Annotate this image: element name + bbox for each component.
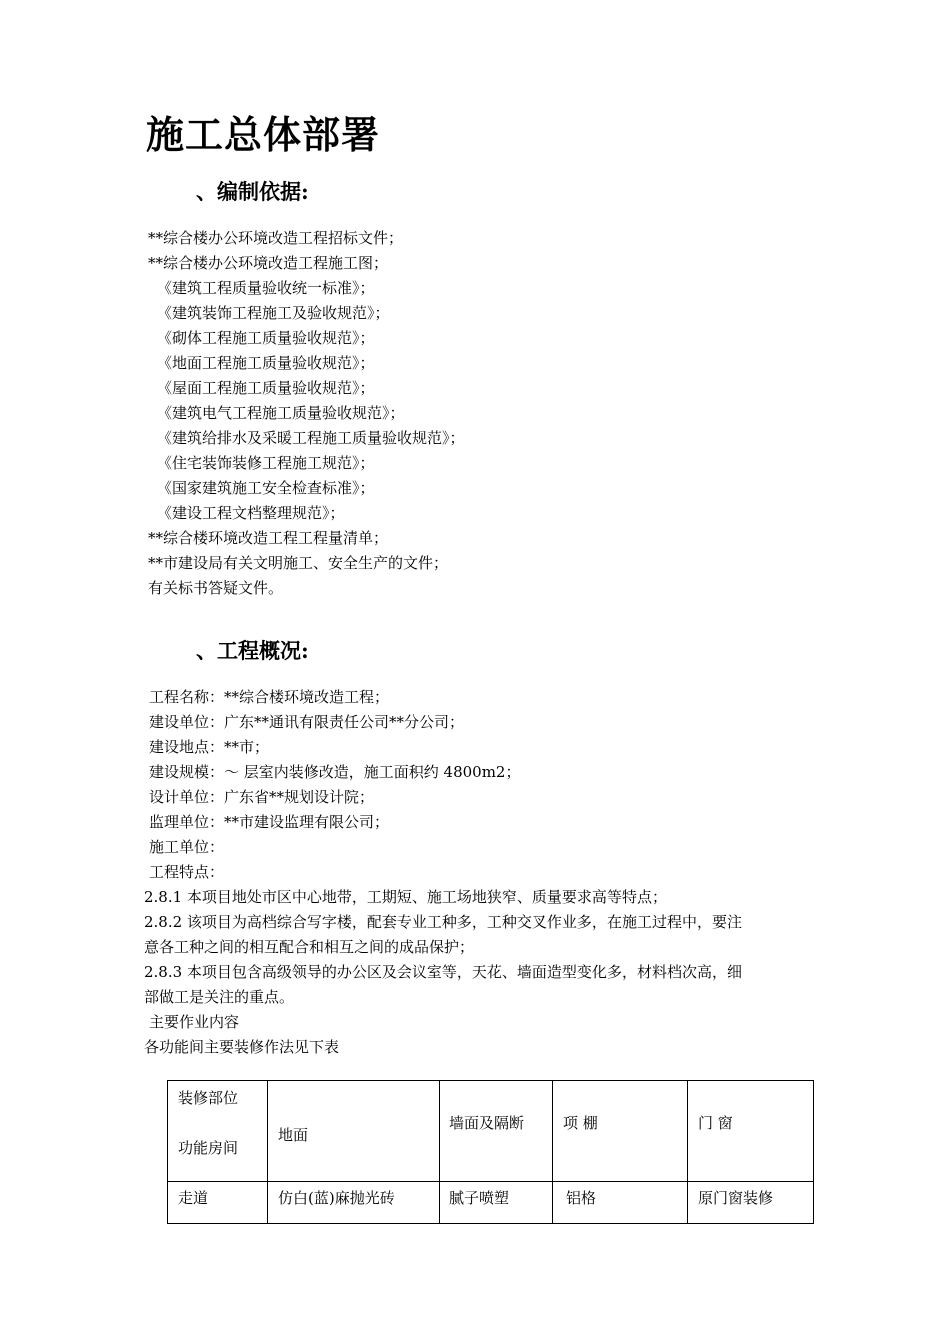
row-room: 走道 xyxy=(178,1189,209,1207)
basis-item: 《建筑给排水及采暖工程施工质量验收规范》； xyxy=(157,429,465,447)
basis-item: 《住宅装饰装修工程施工规范》； xyxy=(157,454,375,472)
row-door: 原门窗装修 xyxy=(698,1189,774,1207)
basis-item: 《国家建筑施工安全检查标准》； xyxy=(157,479,375,497)
basis-item: **综合楼办公环境改造工程招标文件； xyxy=(148,229,404,247)
feature-line: 2.8.3 本项目包含高级领导的办公区及会议室等，天花、墙面造型变化多，材料档次高，细 xyxy=(144,963,742,981)
overview-item: 工程名称：**综合楼环境改造工程； xyxy=(149,688,390,706)
header-ceiling: 项 棚 xyxy=(563,1114,598,1132)
feature-line: 2.8.1 本项目地处市区中心地带，工期短、施工场地狭窄、质量要求高等特点； xyxy=(144,888,667,906)
table-intro: 各功能间主要装修作法见下表 xyxy=(144,1038,340,1056)
row-ceiling: 铝格 xyxy=(566,1189,597,1207)
feature-line: 意各工种之间的相互配合和相互之间的成品保护； xyxy=(144,938,475,956)
overview-item: 建设单位：广东**通讯有限责任公司**分公司； xyxy=(149,713,465,731)
table-corner-bottom: 功能房间 xyxy=(178,1139,239,1157)
header-wall: 墙面及隔断 xyxy=(449,1114,525,1132)
table-corner-top: 装修部位 xyxy=(178,1089,239,1107)
basis-item: **市建设局有关文明施工、安全生产的文件； xyxy=(148,554,449,572)
header-door: 门 窗 xyxy=(698,1114,733,1132)
basis-item: 《建筑装饰工程施工及验收规范》； xyxy=(157,304,390,322)
finishes-table xyxy=(167,1080,814,1224)
overview-item: 建设地点：**市； xyxy=(149,738,270,756)
overview-item: 施工单位： xyxy=(149,838,225,856)
row-wall: 腻子喷塑 xyxy=(449,1189,510,1207)
main-work-heading: 主要作业内容 xyxy=(149,1013,240,1031)
page-title: 施工总体部署 xyxy=(146,112,381,157)
feature-line: 2.8.2 该项目为高档综合写字楼，配套专业工种多，工种交叉作业多，在施工过程中，要注 xyxy=(144,913,742,931)
table-divider xyxy=(687,1081,688,1223)
basis-item: 有关标书答疑文件。 xyxy=(148,579,284,597)
overview-item: 建设规模：～ 层室内装修改造，施工面积约 4800m2； xyxy=(149,763,521,781)
basis-item: 《建设工程文档整理规范》； xyxy=(157,504,345,522)
section-heading-basis: 、编制依据: xyxy=(196,179,309,204)
overview-item: 工程特点： xyxy=(149,863,225,881)
feature-line: 部做工是关注的重点。 xyxy=(144,988,295,1006)
basis-item: 《建筑工程质量验收统一标准》； xyxy=(157,279,375,297)
basis-item: 《砌体工程施工质量验收规范》； xyxy=(157,329,375,347)
basis-item: **综合楼办公环境改造工程施工图； xyxy=(148,254,389,272)
row-floor: 仿白(蓝)麻抛光砖 xyxy=(278,1189,395,1207)
basis-item: 《建筑电气工程施工质量验收规范》； xyxy=(157,404,405,422)
basis-item: **综合楼环境改造工程工程量清单； xyxy=(148,529,389,547)
table-divider xyxy=(552,1081,553,1223)
header-floor: 地面 xyxy=(278,1126,309,1144)
overview-item: 设计单位：广东省**规划设计院； xyxy=(149,788,375,806)
table-divider xyxy=(168,1181,813,1182)
section-heading-overview: 、工程概况: xyxy=(196,638,309,663)
table-divider xyxy=(267,1081,268,1223)
basis-item: 《屋面工程施工质量验收规范》； xyxy=(157,379,375,397)
basis-item: 《地面工程施工质量验收规范》； xyxy=(157,354,375,372)
overview-item: 监理单位：**市建设监理有限公司； xyxy=(149,813,390,831)
table-divider xyxy=(439,1081,440,1223)
